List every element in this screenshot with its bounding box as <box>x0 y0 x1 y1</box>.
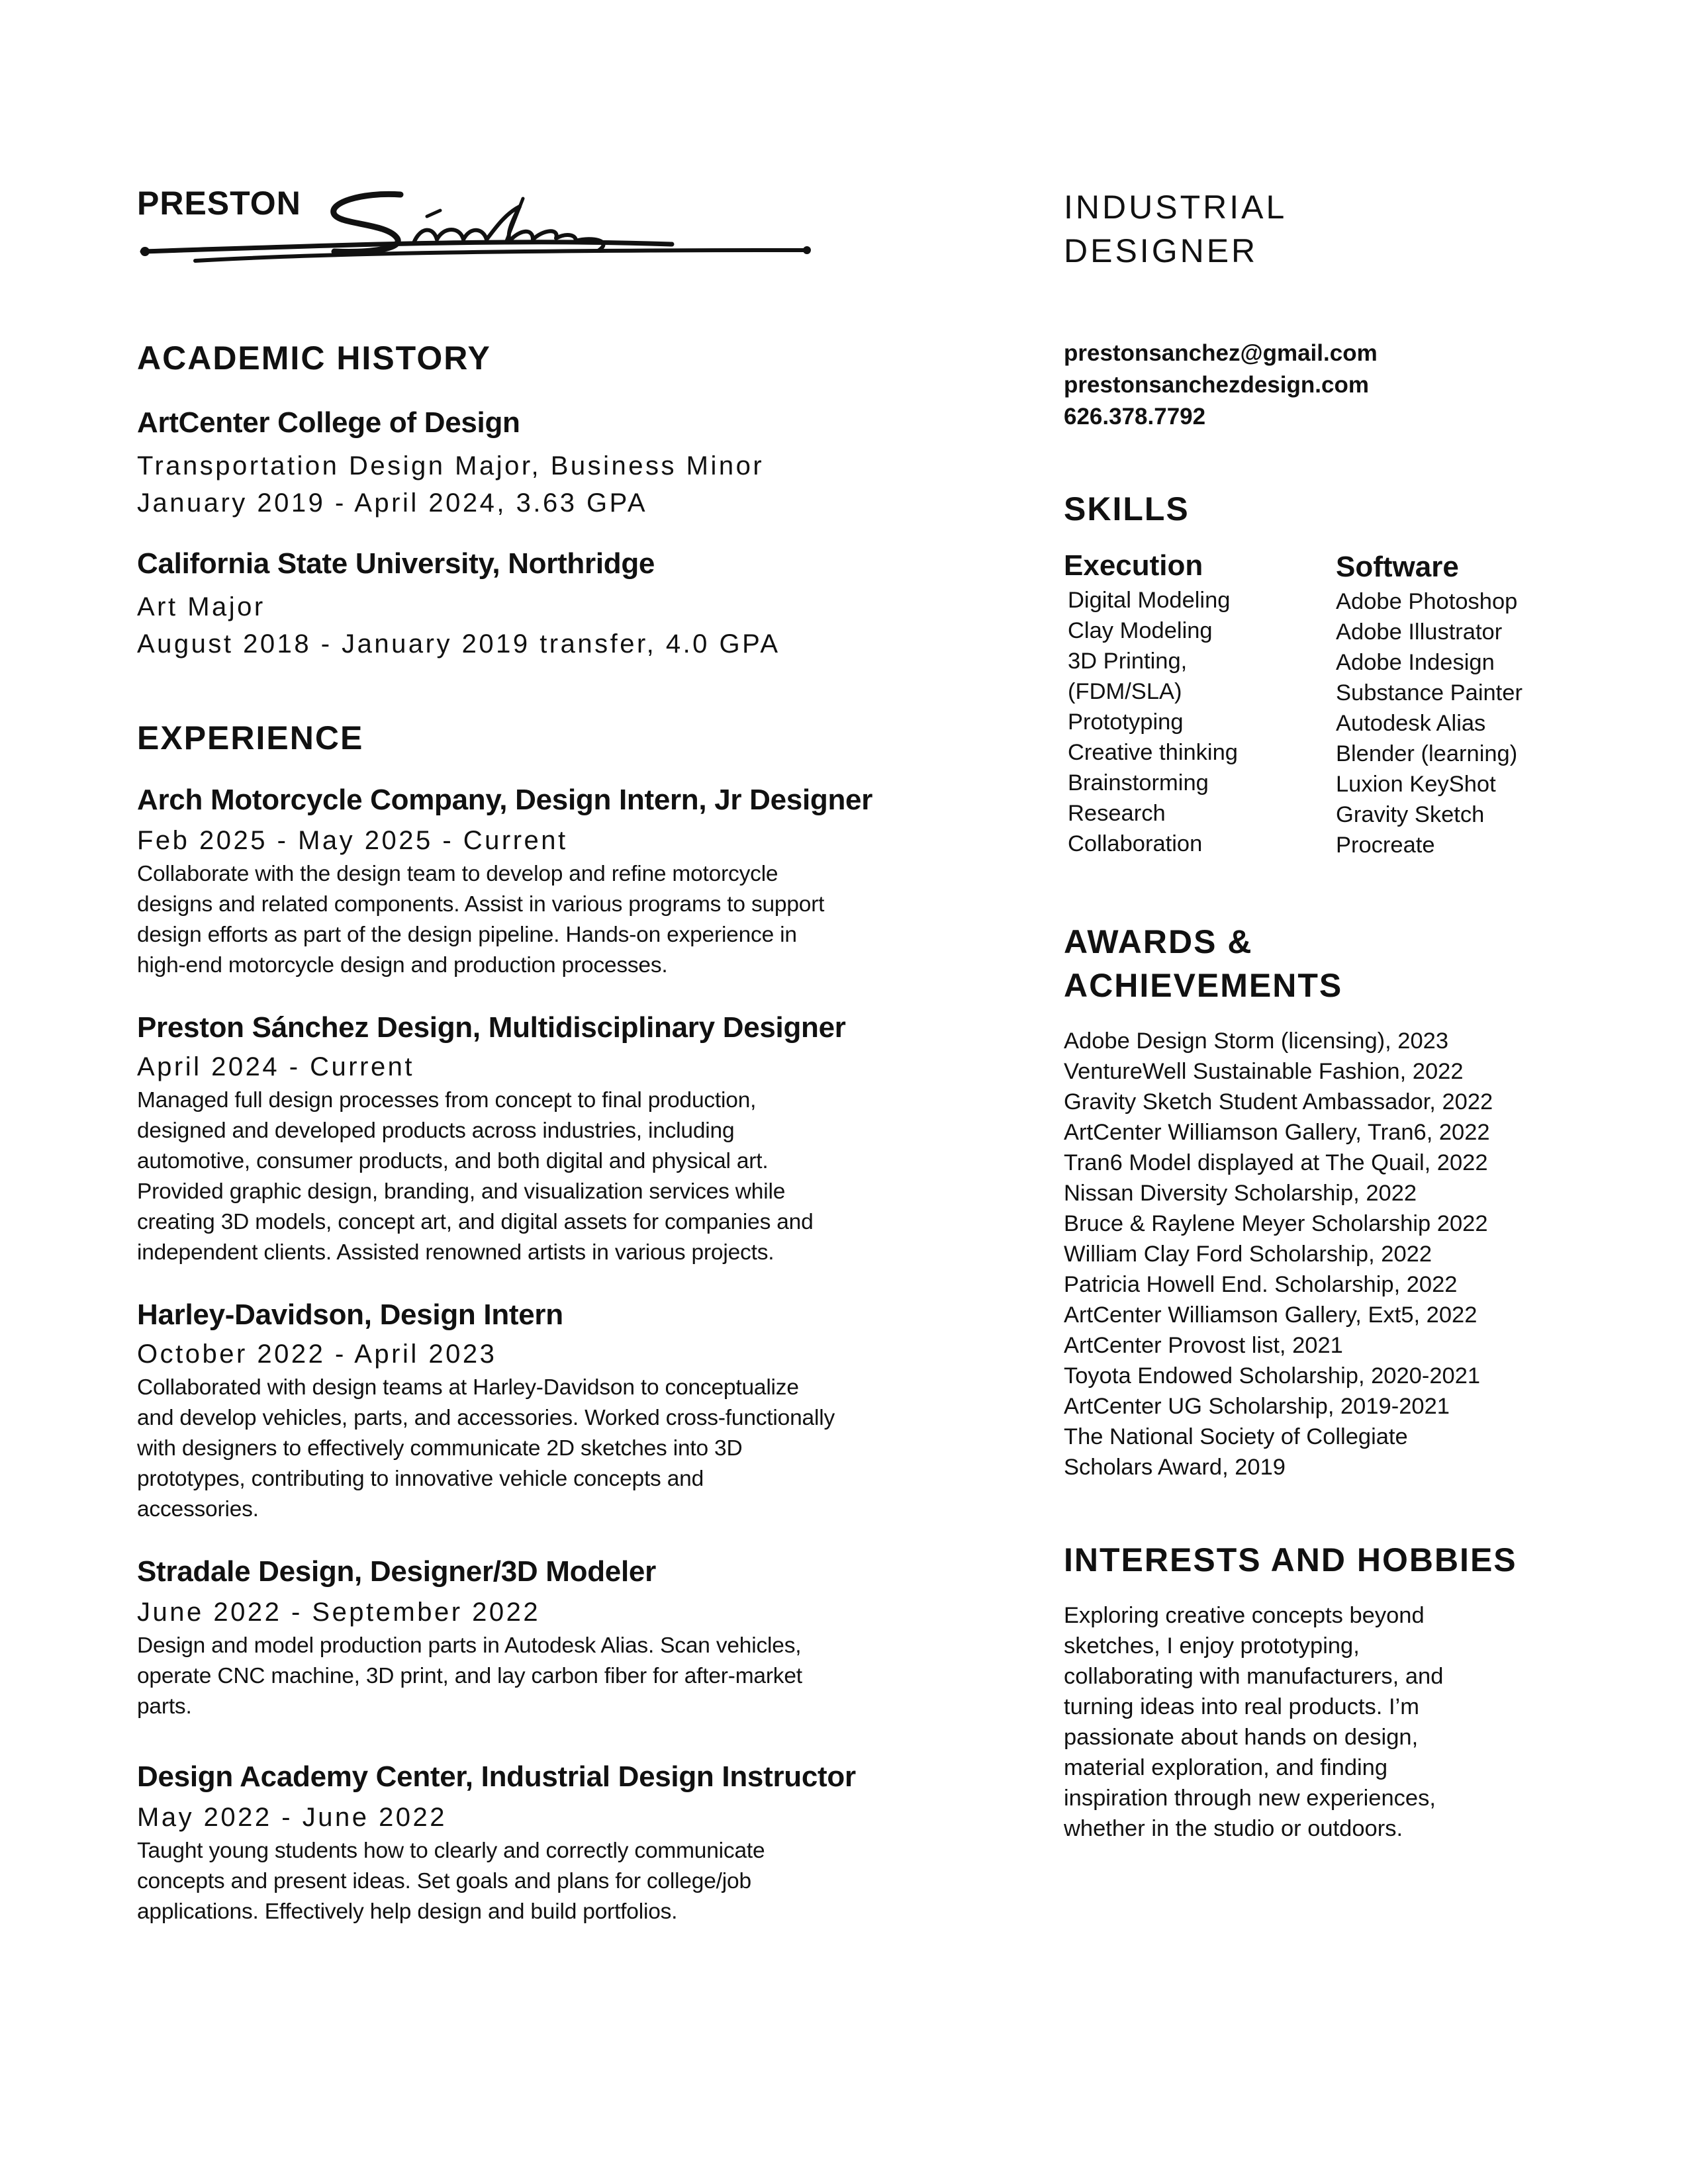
desc-line: designs and related components. Assist in various programs to support <box>137 892 825 917</box>
skill-item: Adobe Indesign <box>1336 650 1495 675</box>
interests-line: whether in the studio or outdoors. <box>1064 1816 1403 1841</box>
contact-block <box>1064 338 1580 433</box>
interests-line: sketches, I enjoy prototyping, <box>1064 1633 1360 1659</box>
award-item: William Clay Ford Scholarship, 2022 <box>1064 1242 1432 1267</box>
awards-list <box>1064 1026 1580 1482</box>
job-description <box>137 1836 984 1927</box>
interests-line: passionate about hands on design, <box>1064 1725 1419 1750</box>
award-item: Gravity Sketch Student Ambassador, 2022 <box>1064 1089 1493 1115</box>
email-link[interactable]: prestonsanchez@gmail.com <box>1064 340 1378 366</box>
award-item: VentureWell Sustainable Fashion, 2022 <box>1064 1059 1464 1084</box>
skill-item: 3D Printing, <box>1068 649 1188 674</box>
interests-line: Exploring creative concepts beyond <box>1064 1603 1425 1628</box>
job-dates: Feb 2025 - May 2025 - Current <box>137 826 568 855</box>
job-title: Arch Motorcycle Company, Design Intern, Jr Designer <box>137 784 873 816</box>
interests-paragraph <box>1064 1600 1527 1844</box>
job-title: Stradale Design, Designer/3D Modeler <box>137 1555 656 1588</box>
desc-line: and develop vehicles, parts, and accessories. Worked cross-functionally <box>137 1406 835 1430</box>
skill-item: (FDM/SLA) <box>1068 679 1182 704</box>
award-item: Adobe Design Storm (licensing), 2023 <box>1064 1028 1449 1054</box>
execution-heading: Execution <box>1064 549 1203 582</box>
school-name: ArtCenter College of Design <box>137 406 520 439</box>
award-item: The National Society of Collegiate <box>1064 1424 1408 1449</box>
award-item: Patricia Howell End. Scholarship, 2022 <box>1064 1272 1458 1297</box>
experience-entry <box>137 1758 984 1927</box>
desc-line: Design and model production parts in Autodesk Alias. Scan vehicles, <box>137 1633 802 1658</box>
skill-item: Luxion KeyShot <box>1336 772 1496 797</box>
experience-entry <box>137 1009 984 1268</box>
desc-line: Managed full design processes from concept to final production, <box>137 1088 757 1113</box>
software-list <box>1336 586 1587 860</box>
desc-line: design efforts as part of the design pipeline. Hands-on experience in <box>137 923 797 947</box>
academic-history-section <box>137 336 984 380</box>
desc-line: concepts and present ideas. Set goals and plans for college/job <box>137 1869 751 1893</box>
desc-line: creating 3D models, concept art, and digital assets for companies and <box>137 1210 814 1234</box>
skill-item: Collaboration <box>1068 831 1203 856</box>
skill-item: Procreate <box>1336 833 1435 858</box>
awards-section <box>1064 920 1580 1007</box>
skill-item: Autodesk Alias <box>1336 711 1486 736</box>
education-entry <box>137 545 984 662</box>
job-title: Preston Sánchez Design, Multidisciplinary Designer <box>137 1011 846 1044</box>
job-description <box>137 1373 984 1525</box>
skills-software-column <box>1336 548 1587 860</box>
interests-line: material exploration, and finding <box>1064 1755 1388 1780</box>
desc-line: automotive, consumer products, and both digital and physical art. <box>137 1149 769 1173</box>
award-item: Scholars Award, 2019 <box>1064 1455 1286 1480</box>
award-item: ArtCenter UG Scholarship, 2019-2021 <box>1064 1394 1450 1419</box>
skill-item: Clay Modeling <box>1068 618 1213 643</box>
experience-entry <box>137 1553 984 1722</box>
desc-line: independent clients. Assisted renowned artists in various projects. <box>137 1240 774 1265</box>
skill-item: Adobe Photoshop <box>1336 589 1518 614</box>
education-entry <box>137 404 984 522</box>
skill-item: Brainstorming <box>1068 770 1209 796</box>
dates: August 2018 - January 2019 transfer, 4.0 GPA <box>137 629 780 659</box>
school-name: California State University, Northridge <box>137 547 655 580</box>
skill-item: Research <box>1068 801 1166 826</box>
award-item: Toyota Endowed Scholarship, 2020-2021 <box>1064 1363 1481 1388</box>
signature-logo <box>136 187 818 273</box>
awards-heading-line2: ACHIEVEMENTS <box>1064 967 1343 1004</box>
desc-line: with designers to effectively communicate 2D sketches into 3D <box>137 1436 743 1461</box>
award-item: ArtCenter Provost list, 2021 <box>1064 1333 1343 1358</box>
desc-line: prototypes, contributing to innovative vehicle concepts and <box>137 1467 704 1491</box>
job-description <box>137 1085 984 1268</box>
section-heading-skills: SKILLS <box>1064 490 1190 527</box>
website-link[interactable]: prestonsanchezdesign.com <box>1064 372 1369 398</box>
desc-line: accessories. <box>137 1497 259 1522</box>
execution-list <box>1064 585 1329 859</box>
job-title: Harley-Davidson, Design Intern <box>137 1298 563 1331</box>
experience-entry <box>137 781 984 981</box>
award-item: ArtCenter Williamson Gallery, Ext5, 2022 <box>1064 1302 1477 1328</box>
desc-line: operate CNC machine, 3D print, and lay carbon fiber for after-market <box>137 1664 802 1688</box>
desc-line: Taught young students how to clearly and correctly communicate <box>137 1839 765 1863</box>
program: Transportation Design Major, Business Minor <box>137 451 765 480</box>
job-description <box>137 859 984 981</box>
job-title: Design Academy Center, Industrial Design Instructor <box>137 1760 856 1793</box>
job-title-line1: INDUSTRIAL <box>1064 189 1288 226</box>
skill-item: Blender (learning) <box>1336 741 1518 766</box>
award-item: ArtCenter Williamson Gallery, Tran6, 2022 <box>1064 1120 1490 1145</box>
desc-line: Collaborated with design teams at Harley-Davidson to conceptualize <box>137 1375 799 1400</box>
job-description <box>137 1631 984 1722</box>
skill-item: Gravity Sketch <box>1336 802 1485 827</box>
job-title <box>1064 185 1287 273</box>
awards-heading-line1: AWARDS & <box>1064 923 1253 960</box>
interests-line: inspiration through new experiences, <box>1064 1786 1436 1811</box>
software-heading: Software <box>1336 551 1459 583</box>
section-heading-interests: INTERESTS AND HOBBIES <box>1064 1541 1517 1578</box>
award-item: Bruce & Raylene Meyer Scholarship 2022 <box>1064 1211 1488 1236</box>
skill-item: Adobe Illustrator <box>1336 619 1503 645</box>
desc-line: parts. <box>137 1694 192 1719</box>
section-heading-awards <box>1064 920 1580 1007</box>
experience-section <box>137 716 984 760</box>
skills-execution-column <box>1064 547 1329 859</box>
desc-line: applications. Effectively help design and build portfolios. <box>137 1899 678 1924</box>
award-item: Tran6 Model displayed at The Quail, 2022 <box>1064 1150 1488 1175</box>
job-dates: May 2022 - June 2022 <box>137 1803 447 1832</box>
phone-number[interactable]: 626.378.7792 <box>1064 404 1206 430</box>
section-heading-experience: EXPERIENCE <box>137 719 364 756</box>
desc-line: Provided graphic design, branding, and visualization services while <box>137 1179 786 1204</box>
job-dates: June 2022 - September 2022 <box>137 1598 541 1627</box>
first-name: PRESTON <box>137 185 301 222</box>
desc-line: Collaborate with the design team to develop and refine motorcycle <box>137 862 778 886</box>
interests-section <box>1064 1538 1580 1582</box>
skill-item: Creative thinking <box>1068 740 1238 765</box>
skill-item: Substance Painter <box>1336 680 1523 705</box>
skill-item: Prototyping <box>1068 709 1184 735</box>
job-dates: April 2024 - Current <box>137 1052 415 1081</box>
skill-item: Digital Modeling <box>1068 588 1231 613</box>
job-title-line2: DESIGNER <box>1064 232 1258 269</box>
job-dates: October 2022 - April 2023 <box>137 1340 497 1369</box>
award-item: Nissan Diversity Scholarship, 2022 <box>1064 1181 1417 1206</box>
program: Art Major <box>137 592 265 621</box>
dates: January 2019 - April 2024, 3.63 GPA <box>137 488 648 518</box>
desc-line: designed and developed products across industries, including <box>137 1118 735 1143</box>
interests-line: turning ideas into real products. I’m <box>1064 1694 1419 1719</box>
experience-entry <box>137 1296 984 1525</box>
desc-line: high-end motorcycle design and production processes. <box>137 953 668 978</box>
skills-section <box>1064 487 1580 531</box>
section-heading-academic: ACADEMIC HISTORY <box>137 340 491 377</box>
interests-line: collaborating with manufacturers, and <box>1064 1664 1444 1689</box>
